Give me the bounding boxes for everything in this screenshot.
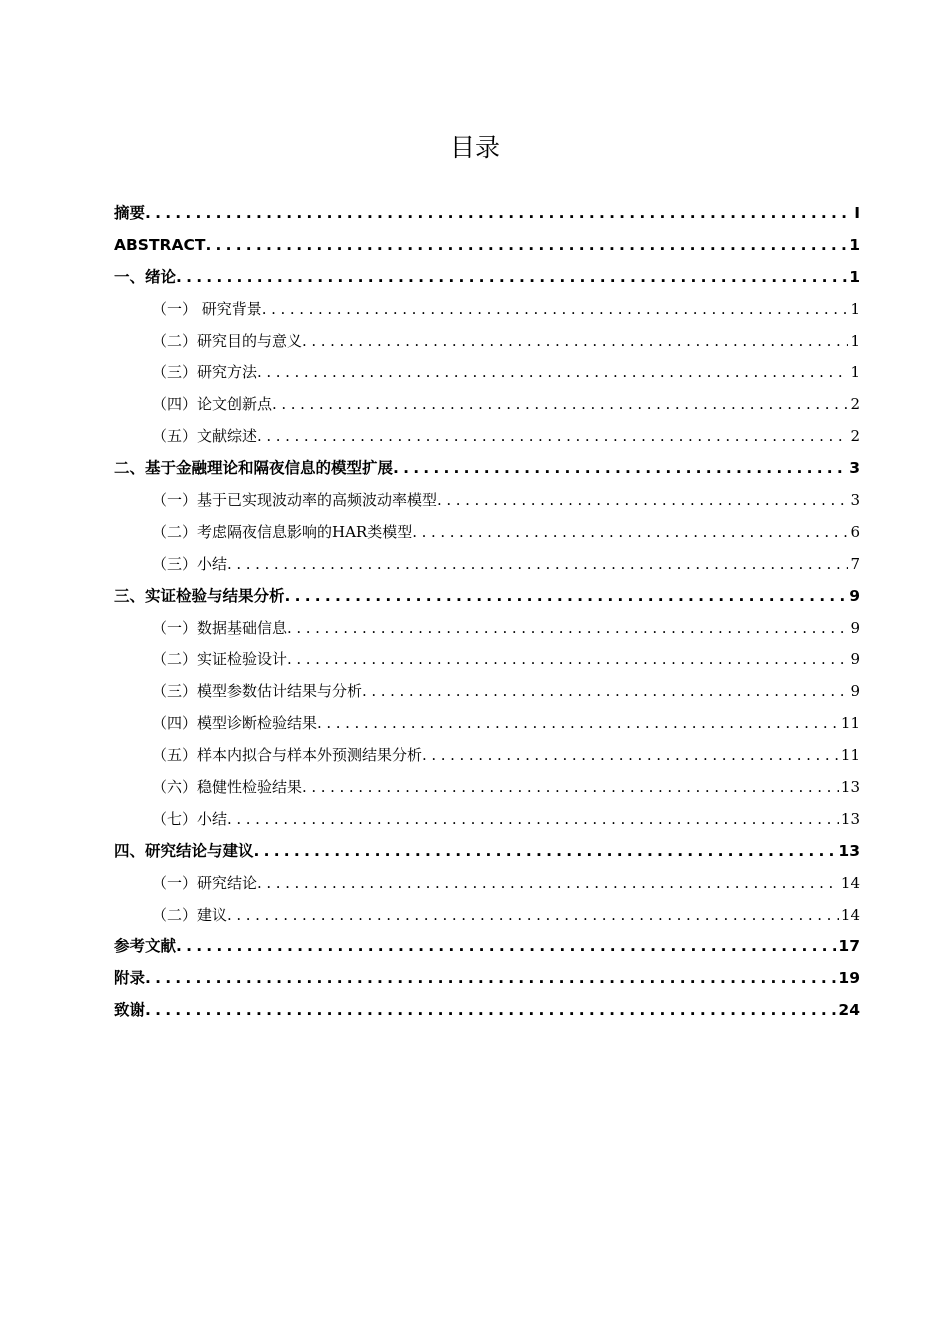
toc-entry[interactable] [114, 262, 860, 294]
toc-entry[interactable] [114, 453, 860, 485]
toc-entry[interactable] [114, 963, 860, 995]
toc-entry-page: 11 [840, 714, 860, 733]
toc-leader-dots [227, 900, 839, 932]
toc-entry-page: 13 [840, 809, 860, 828]
toc-leader-dots [145, 995, 836, 1027]
toc-entry-page: 17 [838, 937, 860, 956]
toc-entry[interactable] [114, 198, 860, 230]
toc-entry-page: 9 [850, 682, 860, 701]
toc-entry-label: 三、实证检验与结果分析 [114, 586, 285, 605]
toc-leader-dots [254, 836, 837, 868]
toc-entry[interactable] [114, 995, 860, 1027]
toc-leader-dots [287, 613, 848, 645]
toc-entry-page: 1 [850, 331, 860, 350]
toc-entry-page: 2 [850, 427, 860, 446]
toc-leader-dots [257, 868, 839, 900]
toc-entry-page: 1 [850, 299, 860, 318]
toc-subentry[interactable] [114, 326, 860, 358]
toc-subentry[interactable] [114, 708, 860, 740]
toc-entry-label: （四）论文创新点 [152, 395, 273, 414]
toc-leader-dots [176, 931, 836, 963]
toc-entry-page: 7 [850, 554, 860, 573]
toc-subentry[interactable] [114, 676, 860, 708]
toc-entry-label: 四、研究结论与建议 [114, 841, 254, 860]
toc-entry-label: （一）基于已实现波动率的高频波动率模型 [152, 491, 438, 510]
toc-leader-dots [145, 963, 836, 995]
toc-subentry[interactable] [114, 549, 860, 581]
toc-entry-page: 24 [838, 1001, 860, 1020]
toc-entry-label: 参考文献 [114, 937, 177, 956]
toc-subentry[interactable] [114, 485, 860, 517]
toc-entry-page: 11 [840, 746, 860, 765]
toc-leader-dots [317, 708, 839, 740]
toc-subentry[interactable] [114, 772, 860, 804]
toc-subentry[interactable] [114, 613, 860, 645]
toc-entry-page: 3 [849, 459, 860, 478]
toc-entry-page: I [854, 204, 860, 222]
toc-leader-dots [205, 230, 847, 262]
toc-entry-label: （一）研究结论 [152, 873, 258, 892]
toc-entry-page: 9 [850, 650, 860, 669]
toc-entry-label: （三）小结 [152, 554, 228, 573]
toc-entry-page: 1 [849, 267, 860, 286]
toc-entry-label: 摘要 [114, 204, 146, 222]
toc-entry-page: 14 [840, 905, 860, 924]
toc-entry-label: （二）建议 [152, 905, 228, 924]
toc-entry-label: 附录 [114, 969, 146, 988]
toc-subentry[interactable] [114, 421, 860, 453]
toc-leader-dots [437, 485, 848, 517]
toc-leader-dots [393, 453, 847, 485]
toc-entry-label: （一） 研究背景 [152, 299, 262, 318]
toc-entry-label: 致谢 [114, 1001, 146, 1020]
toc-entry-label: （四）模型诊断检验结果 [152, 714, 318, 733]
toc-subentry[interactable] [114, 517, 860, 549]
toc-entry-label: 二、基于金融理论和隔夜信息的模型扩展 [114, 459, 394, 478]
toc-entry-page: 3 [850, 491, 860, 510]
toc-leader-dots [262, 294, 849, 326]
toc-leader-dots [257, 421, 848, 453]
toc-entry-label: （三）模型参数估计结果与分析 [152, 682, 363, 701]
table-of-contents [114, 198, 860, 1027]
toc-entry-label: （七）小结 [152, 809, 228, 828]
toc-leader-dots [272, 389, 848, 421]
toc-entry-label: ABSTRACT [114, 235, 206, 254]
toc-entry[interactable] [114, 836, 860, 868]
toc-entry-page: 9 [849, 586, 860, 605]
toc-entry[interactable] [114, 230, 860, 262]
toc-leader-dots [302, 326, 848, 358]
toc-entry-label: （六）稳健性检验结果 [152, 778, 303, 797]
toc-entry-label: 一、绪论 [114, 267, 177, 286]
toc-leader-dots [412, 517, 848, 549]
toc-subentry[interactable] [114, 294, 860, 326]
toc-subentry[interactable] [114, 900, 860, 932]
toc-entry[interactable] [114, 581, 860, 613]
toc-entry-page: 13 [838, 841, 860, 860]
toc-entry-label: （五）文献综述 [152, 427, 258, 446]
toc-subentry[interactable] [114, 357, 860, 389]
toc-entry-label: （一）数据基础信息 [152, 618, 288, 637]
toc-leader-dots [362, 676, 848, 708]
toc-entry-page: 9 [850, 618, 860, 637]
toc-entry-page: 6 [850, 522, 860, 541]
page-title: 目录 [449, 133, 500, 162]
toc-entry[interactable] [114, 931, 860, 963]
toc-entry-page: 1 [850, 363, 860, 382]
toc-leader-dots [302, 772, 839, 804]
toc-leader-dots [422, 740, 839, 772]
toc-entry-label: （二）考虑隔夜信息影响的HAR类模型 [152, 522, 413, 541]
toc-subentry[interactable] [114, 868, 860, 900]
toc-leader-dots [287, 644, 848, 676]
toc-entry-label: （二）研究目的与意义 [152, 331, 303, 350]
toc-entry-page: 2 [850, 395, 860, 414]
toc-entry-label: （三）研究方法 [152, 363, 258, 382]
toc-leader-dots [176, 262, 847, 294]
toc-leader-dots [227, 549, 848, 581]
toc-leader-dots [145, 198, 852, 230]
toc-subentry[interactable] [114, 644, 860, 676]
toc-leader-dots [257, 357, 848, 389]
toc-entry-label: （五）样本内拟合与样本外预测结果分析 [152, 746, 423, 765]
toc-entry-page: 13 [840, 778, 860, 797]
toc-entry-page: 14 [840, 873, 860, 892]
toc-leader-dots [285, 581, 848, 613]
toc-leader-dots [227, 804, 839, 836]
toc-subentry[interactable] [114, 740, 860, 772]
toc-subentry[interactable] [114, 389, 860, 421]
toc-entry-page: 1 [849, 235, 860, 254]
toc-subentry[interactable] [114, 804, 860, 836]
toc-entry-label: （二）实证检验设计 [152, 650, 288, 669]
toc-entry-page: 19 [838, 969, 860, 988]
